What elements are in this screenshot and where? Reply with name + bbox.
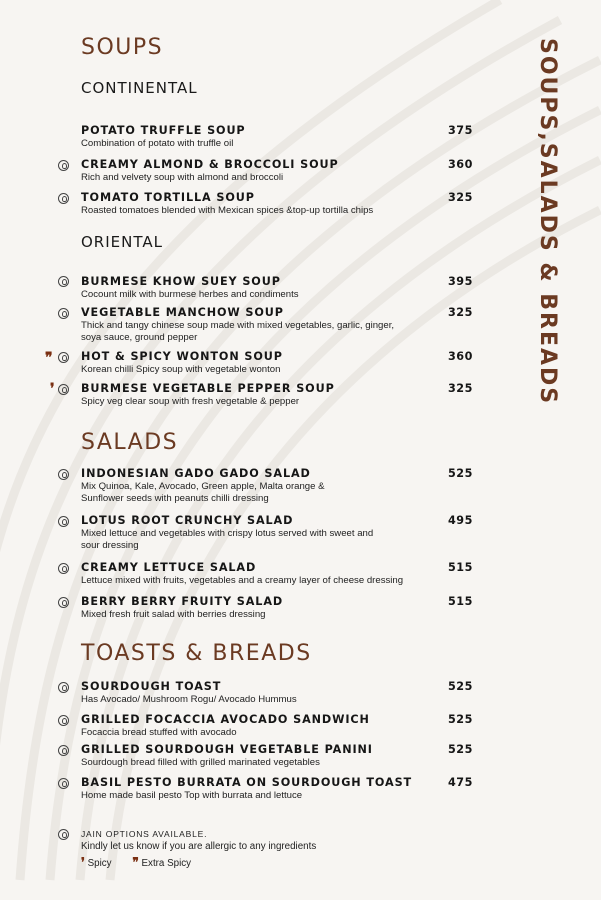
footer-notes xyxy=(81,829,316,852)
jain-option-icon xyxy=(58,308,69,319)
item-price: 525 xyxy=(448,713,473,726)
jain-option-icon xyxy=(58,160,69,171)
item-name: GRILLED SOURDOUGH VEGETABLE PANINI xyxy=(81,743,373,756)
menu-item xyxy=(81,713,471,739)
jain-note: JAIN OPTIONS AVAILABLE. xyxy=(81,829,208,839)
item-name: VEGETABLE MANCHOW SOUP xyxy=(81,306,284,319)
item-name: LOTUS ROOT CRUNCHY SALAD xyxy=(81,514,294,527)
jain-option-icon xyxy=(58,829,69,840)
menu-item xyxy=(81,561,461,587)
item-name: BASIL PESTO BURRATA ON SOURDOUGH TOAST xyxy=(81,776,413,789)
item-price: 395 xyxy=(448,275,473,288)
jain-option-icon xyxy=(58,745,69,756)
item-price: 325 xyxy=(448,382,473,395)
allergy-note: Kindly let us know if you are allergic to any ingredients xyxy=(81,841,317,852)
item-name: BERRY BERRY FRUITY SALAD xyxy=(81,595,284,608)
item-description: Has Avocado/ Mushroom Rogu/ Avocado Hummus xyxy=(81,694,297,705)
item-name: INDONESIAN GADO GADO SALAD xyxy=(81,467,311,480)
item-description: Home made basil pesto Top with burrata and lettuce xyxy=(81,790,303,801)
item-description: Cocount milk with burmese herbes and condiments xyxy=(81,289,299,300)
side-title: SOUPS,SALADS & BREADS xyxy=(535,38,560,406)
item-price: 525 xyxy=(448,467,473,480)
item-description: Roasted tomatoes blended with Mexican spices &top-up tortilla chips xyxy=(81,205,374,216)
menu-item xyxy=(81,158,471,184)
menu-item xyxy=(81,467,471,505)
extra-spicy-label: Extra Spicy xyxy=(141,858,192,869)
item-price: 325 xyxy=(448,191,473,204)
jain-option-icon xyxy=(58,715,69,726)
jain-option-icon xyxy=(58,563,69,574)
spicy-icon: ❜ xyxy=(50,381,55,397)
item-description: Spicy veg clear soup with fresh vegetable & pepper xyxy=(81,396,300,407)
item-name: SOURDOUGH TOAST xyxy=(81,680,222,693)
item-description: Lettuce mixed with fruits, vegetables and a creamy layer of cheese dressing xyxy=(81,575,404,586)
jain-option-icon xyxy=(58,682,69,693)
continental-heading: CONTINENTAL xyxy=(81,79,198,97)
item-description: Sourdough bread filled with grilled marinated vegetables xyxy=(81,757,320,768)
jain-option-icon xyxy=(58,384,69,395)
item-price: 515 xyxy=(448,595,473,608)
menu-item xyxy=(81,191,471,217)
menu-item xyxy=(81,124,471,150)
menu-item xyxy=(81,680,471,706)
item-price: 375 xyxy=(448,124,473,137)
breads-heading: TOASTS & BREADS xyxy=(81,641,312,666)
oriental-heading: ORIENTAL xyxy=(81,233,163,251)
item-description: Focaccia bread stuffed with avocado xyxy=(81,727,237,738)
menu-item xyxy=(81,350,471,376)
item-name: POTATO TRUFFLE SOUP xyxy=(81,124,246,137)
item-name: CREAMY ALMOND & BROCCOLI SOUP xyxy=(81,158,339,171)
item-price: 515 xyxy=(448,561,473,574)
item-name: TOMATO TORTILLA SOUP xyxy=(81,191,255,204)
item-description: Thick and tangy chinese soup made with mixed vegetables, garlic, ginger, soya sauce, ground pepper xyxy=(81,320,395,343)
jain-option-icon xyxy=(58,516,69,527)
menu-item xyxy=(81,275,471,301)
item-price: 325 xyxy=(448,306,473,319)
item-description: Mixed lettuce and vegetables with crispy lotus served with sweet and sour dressing xyxy=(81,528,374,551)
soups-heading: SOUPS xyxy=(81,35,164,60)
jain-option-icon xyxy=(58,597,69,608)
extra-spicy-icon: ❞ xyxy=(132,855,139,869)
item-price: 525 xyxy=(448,743,473,756)
item-name: CREAMY LETTUCE SALAD xyxy=(81,561,257,574)
item-price: 525 xyxy=(448,680,473,693)
menu-item xyxy=(81,595,471,621)
item-name: BURMESE VEGETABLE PEPPER SOUP xyxy=(81,382,335,395)
item-description: Rich and velvety soup with almond and broccoli xyxy=(81,172,284,183)
item-price: 360 xyxy=(448,350,473,363)
spice-legend xyxy=(81,855,191,869)
item-description: Mixed fresh fruit salad with berries dressing xyxy=(81,609,266,620)
menu-item xyxy=(81,514,471,552)
item-price: 495 xyxy=(448,514,473,527)
jain-option-icon xyxy=(58,276,69,287)
item-name: GRILLED FOCACCIA AVOCADO SANDWICH xyxy=(81,713,370,726)
item-description: Combination of potato with truffle oil xyxy=(81,138,234,149)
item-price: 475 xyxy=(448,776,473,789)
menu-item xyxy=(81,382,471,408)
item-name: BURMESE KHOW SUEY SOUP xyxy=(81,275,281,288)
salads-heading: SALADS xyxy=(81,430,179,455)
item-name: HOT & SPICY WONTON SOUP xyxy=(81,350,283,363)
item-description: Mix Quinoa, Kale, Avocado, Green apple, Malta orange & Sunflower seeds with peanuts chilli dressing xyxy=(81,481,325,504)
menu-item xyxy=(81,743,471,769)
menu-item xyxy=(81,776,471,802)
item-description: Korean chilli Spicy soup with vegetable wonton xyxy=(81,364,281,375)
spicy-label: Spicy xyxy=(87,858,112,869)
spicy-icon: ❜ xyxy=(81,855,85,869)
jain-option-icon xyxy=(58,778,69,789)
extra-spicy-icon: ❞ xyxy=(45,350,53,366)
menu-item xyxy=(81,306,471,344)
jain-option-icon xyxy=(58,193,69,204)
jain-option-icon xyxy=(58,469,69,480)
item-price: 360 xyxy=(448,158,473,171)
jain-option-icon xyxy=(58,352,69,363)
